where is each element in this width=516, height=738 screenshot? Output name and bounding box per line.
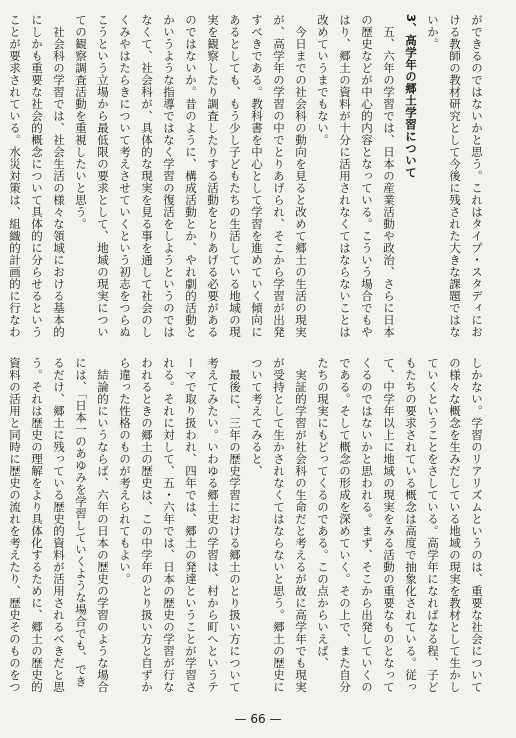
paragraph: 最後に、三年の歴史学習における郷土のとり扱い方について考えてみたい。いわゆる郷土史の学習は、村から町へというテーマで取り扱われ、四年では、郷土の発達ということが学習される。それに対して、五・六年では、日本の歴史の学習が行なわれるときの郷土の歴史は、この中学年のとり扱い方と自ずから違った性格のものが考えられてもよい。 <box>118 357 242 693</box>
paragraph: 社会科の学習では、社会生活の様々な領域における基本的にしかも重要な社会的概念について具体的に分らせるということが要求されている。水災対策は、組織的計画的に行なわ <box>8 14 66 338</box>
paragraph-continuation: しかない。学習のリアリズムというのは、重要な社会についての様々な概念を生みだしている地域の現実を教材として生かしていくということをさしている。高学年になればなる程、子どもたちの要求されている概念は高度で抽象化されている。従って、中学年以上に地域の現実をみる活動の重要なものとなってくるのではないかと思われる。まず、そこから出発していくのである。そして概念の形成を深めていく。その上で、また自分たちの現実にもどってくるのである。この点からいえば、 <box>316 357 484 693</box>
page-number: — 66 — <box>234 712 282 726</box>
section-heading: 3、高学年の郷土学習について <box>404 14 418 179</box>
paragraph: 五、六年の学習では、日本の産業活動や政治、さらに日本の歴史などが中心的内容となっている。こういう場合でもやはり、郷土の資料が十分に活用されなくてはならないことは改めていうまでもない。 <box>316 14 396 338</box>
paragraph: 今日までの社会科の動向を見ると改めて郷土の生活の現実が、高学年の学習の中でとりあげられ、そこから学習が出発すべきである。教科書を中心として学習を進めていく傾向にあるとしても、もう少し子どもたちの生活している地域の現実を観察したり調査したりする活動をとりあげる必要があるのではないか。昔のように、構成活動とか、やれ劇的活動とかいうような指導ではなく学習の復活をしようというのではなくて、社会科が、具体的な現実を見る事を通して社会のしくみやはたらきについて考えさせていくという初志をつらぬこうという立場から最低限の要求として、地域の現実についての観察調査活動を重視したいと思う。 <box>74 14 308 338</box>
upper-text-block <box>8 14 488 349</box>
lower-text-block <box>8 357 488 699</box>
paragraph: 結論的にいうならば、六年の日本の歴史の学習のような場合には、「日本一のあゆみを学習していくような場合でも、できるだけ、郷土に残っている歴史的資料が活用されるべきだと思う。それは歴史の理解をより具体化するために、郷土の歴史的資料の活用と同時に歴史の流れを考えたり、歴史そのものをつ <box>8 357 110 693</box>
paragraph-continuation: ができるのではないかと思う。これはタイプ・スタディにおける教師の教材研究として今後に残された大きな課題ではないか。 <box>426 14 484 338</box>
paragraph: 実証的学習が社会科の生命だと考えるが故に高学年でも現実が受持として生かされなくてはならないと思う。郷土の歴史について考えてみると、 <box>250 357 308 693</box>
